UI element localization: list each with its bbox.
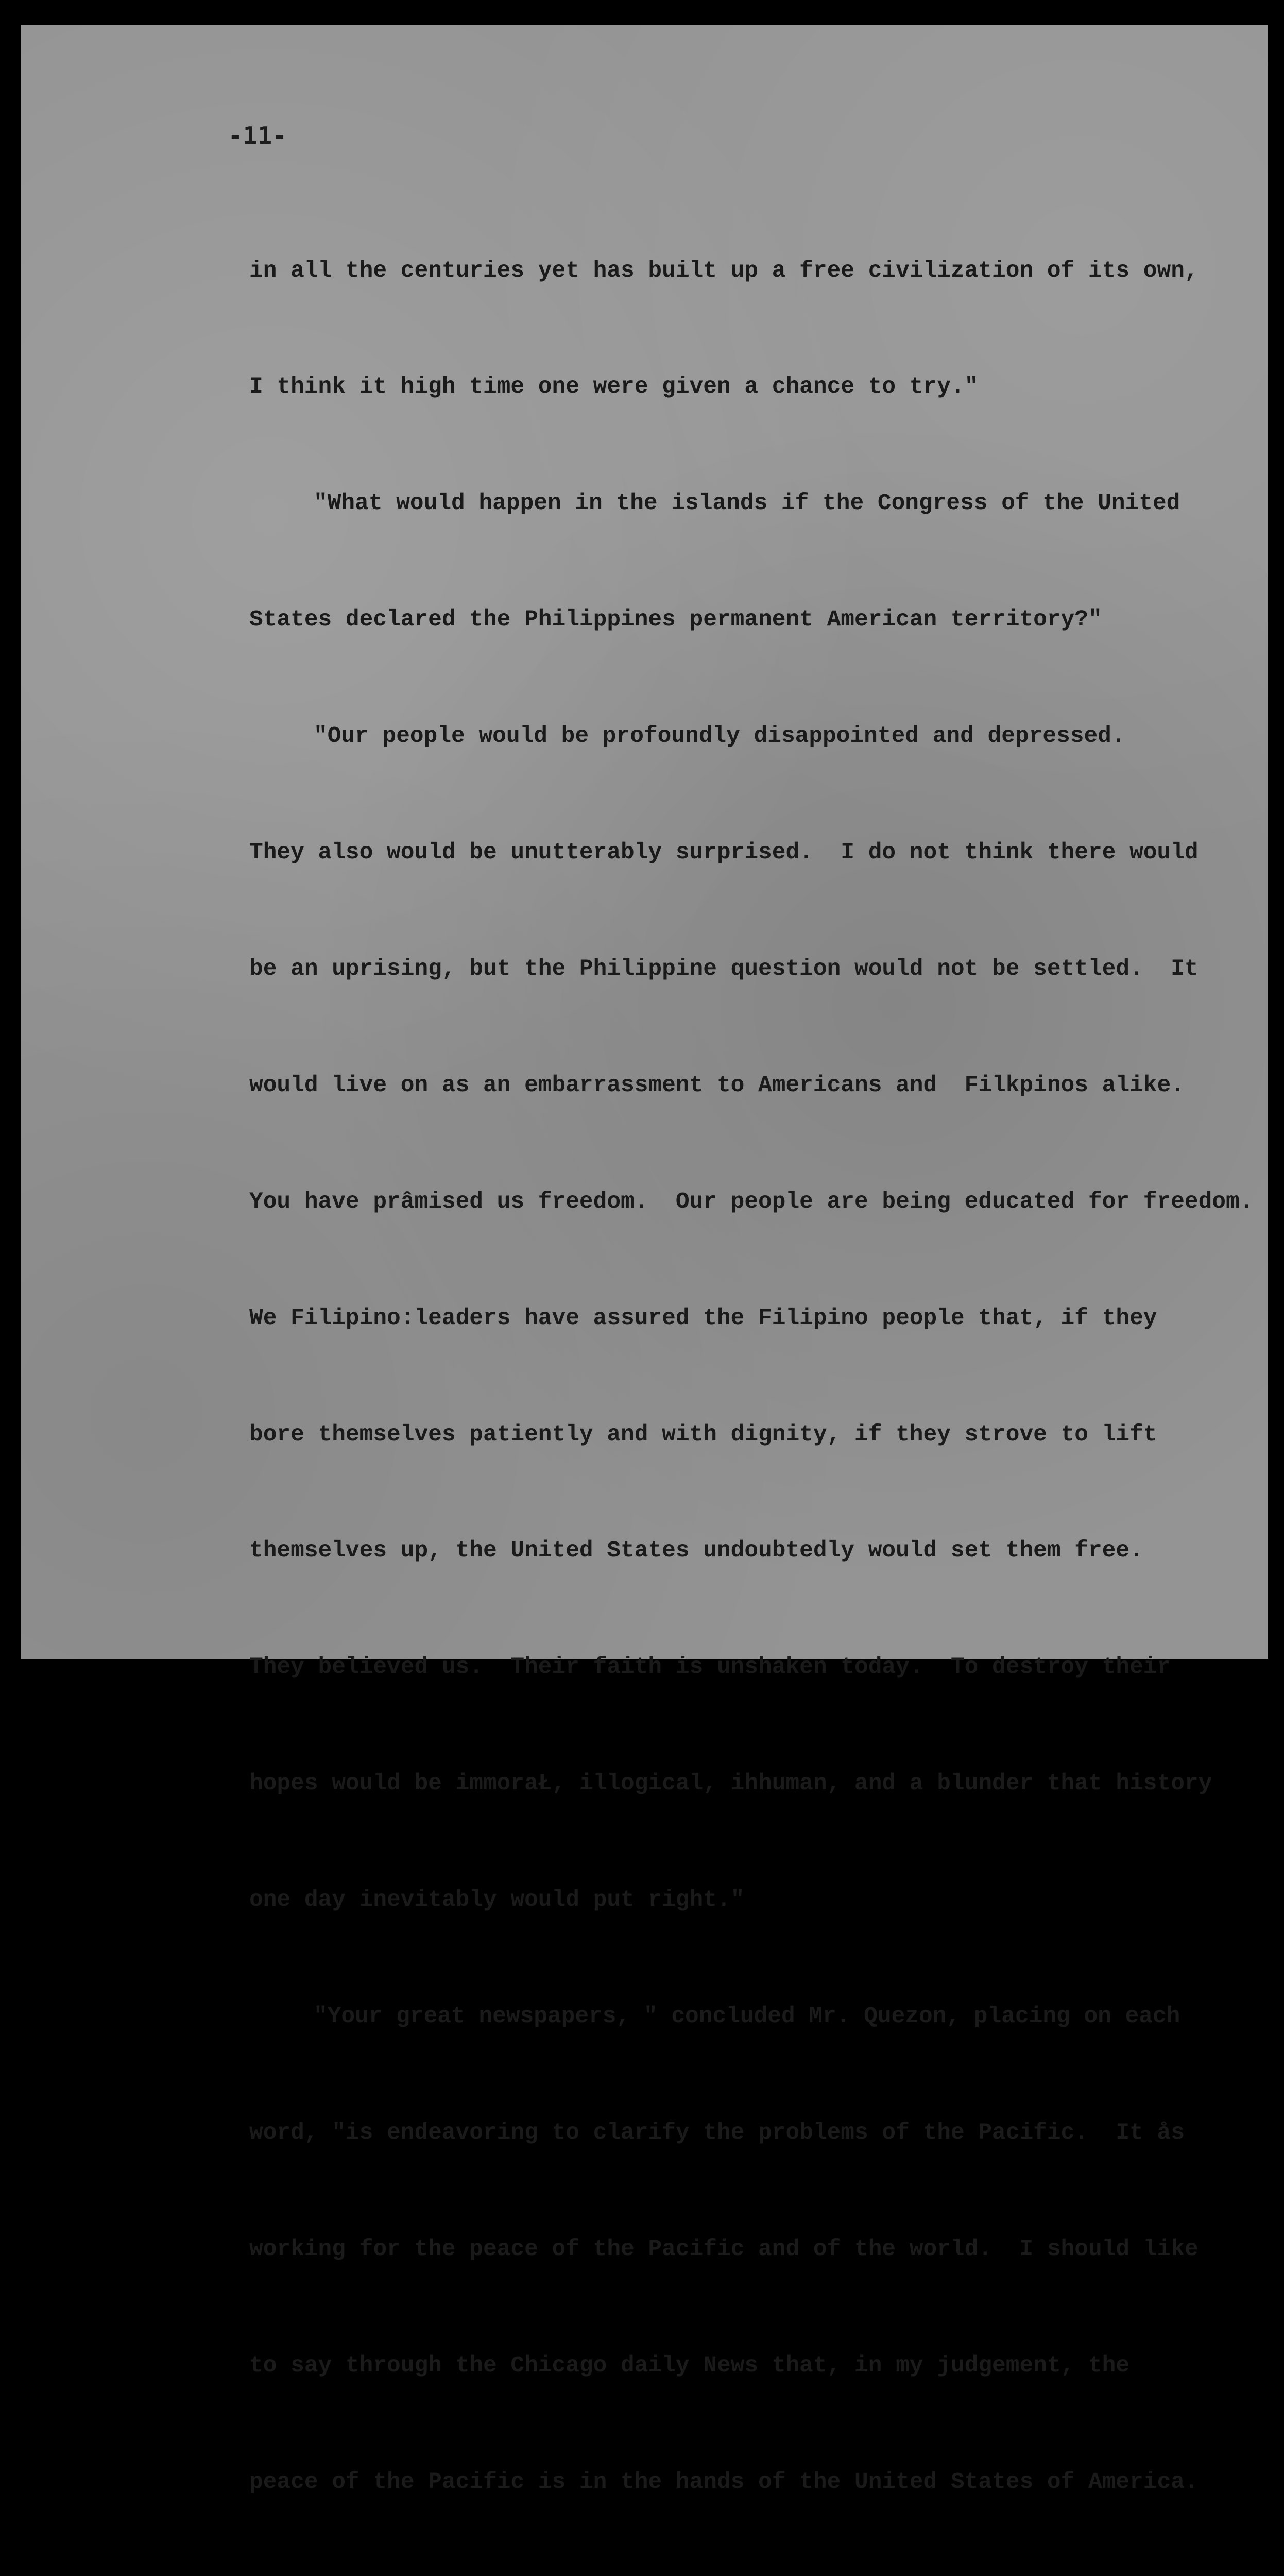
text-line-paragraph-start: "What would happen in the islands if the Congress of the United xyxy=(314,490,1180,517)
text-line: hopes would be immoraŁ, illogical, ihhuman, and a blunder that history xyxy=(249,1771,1212,1797)
text-line: States declared the Philippines permanent American territory?" xyxy=(249,607,1102,633)
text-line: We Filipino:leaders have assured the Filipino people that, if they xyxy=(249,1305,1157,1331)
text-line: themselves up, the United States undoubtedly would set them free. xyxy=(249,1538,1143,1564)
text-line: one day inevitably would put right." xyxy=(249,1887,745,1913)
typewritten-page xyxy=(21,25,1268,2495)
text-line-paragraph-start: "Your great newspapers, " concluded Mr. Quezon, placing on each xyxy=(314,2003,1180,2029)
text-line: They also would be unutterably surprised. I do not think there would xyxy=(249,840,1199,866)
text-line: They believed us. Their faith is unshaken today. To destroy their xyxy=(249,1654,1171,1681)
text-line-paragraph-start: "Our people would be profoundly disappointed and depressed. xyxy=(314,723,1125,750)
body-text xyxy=(249,174,1259,2576)
text-line: You have prâmised us freedom. Our people are being educated for freedom. xyxy=(249,1189,1254,1215)
page-number: -11- xyxy=(228,122,287,149)
text-line: bore themselves patiently and with dignity, if they strove to lift xyxy=(249,1421,1157,1448)
text-line: working for the peace of the Pacific and of the world. I should like xyxy=(249,2236,1199,2262)
text-line: would live on as an embarrassment to Americans and Filkpinos alike. xyxy=(249,1072,1185,1098)
text-line: be an uprising, but the Philippine question would not be settled. It xyxy=(249,956,1199,982)
text-line: I think it high time one were given a chance to try." xyxy=(249,374,979,400)
text-line: word, "is endeavoring to clarify the problems of the Pacific. It ås xyxy=(249,2120,1185,2146)
text-line: in all the centuries yet has built up a free civilization of its own, xyxy=(249,258,1199,284)
text-line: peace of the Pacific is in the hands of the United States of America. xyxy=(249,2469,1199,2495)
text-line: to say through the Chicago daily News that, in my judgement, the xyxy=(249,2352,1130,2379)
